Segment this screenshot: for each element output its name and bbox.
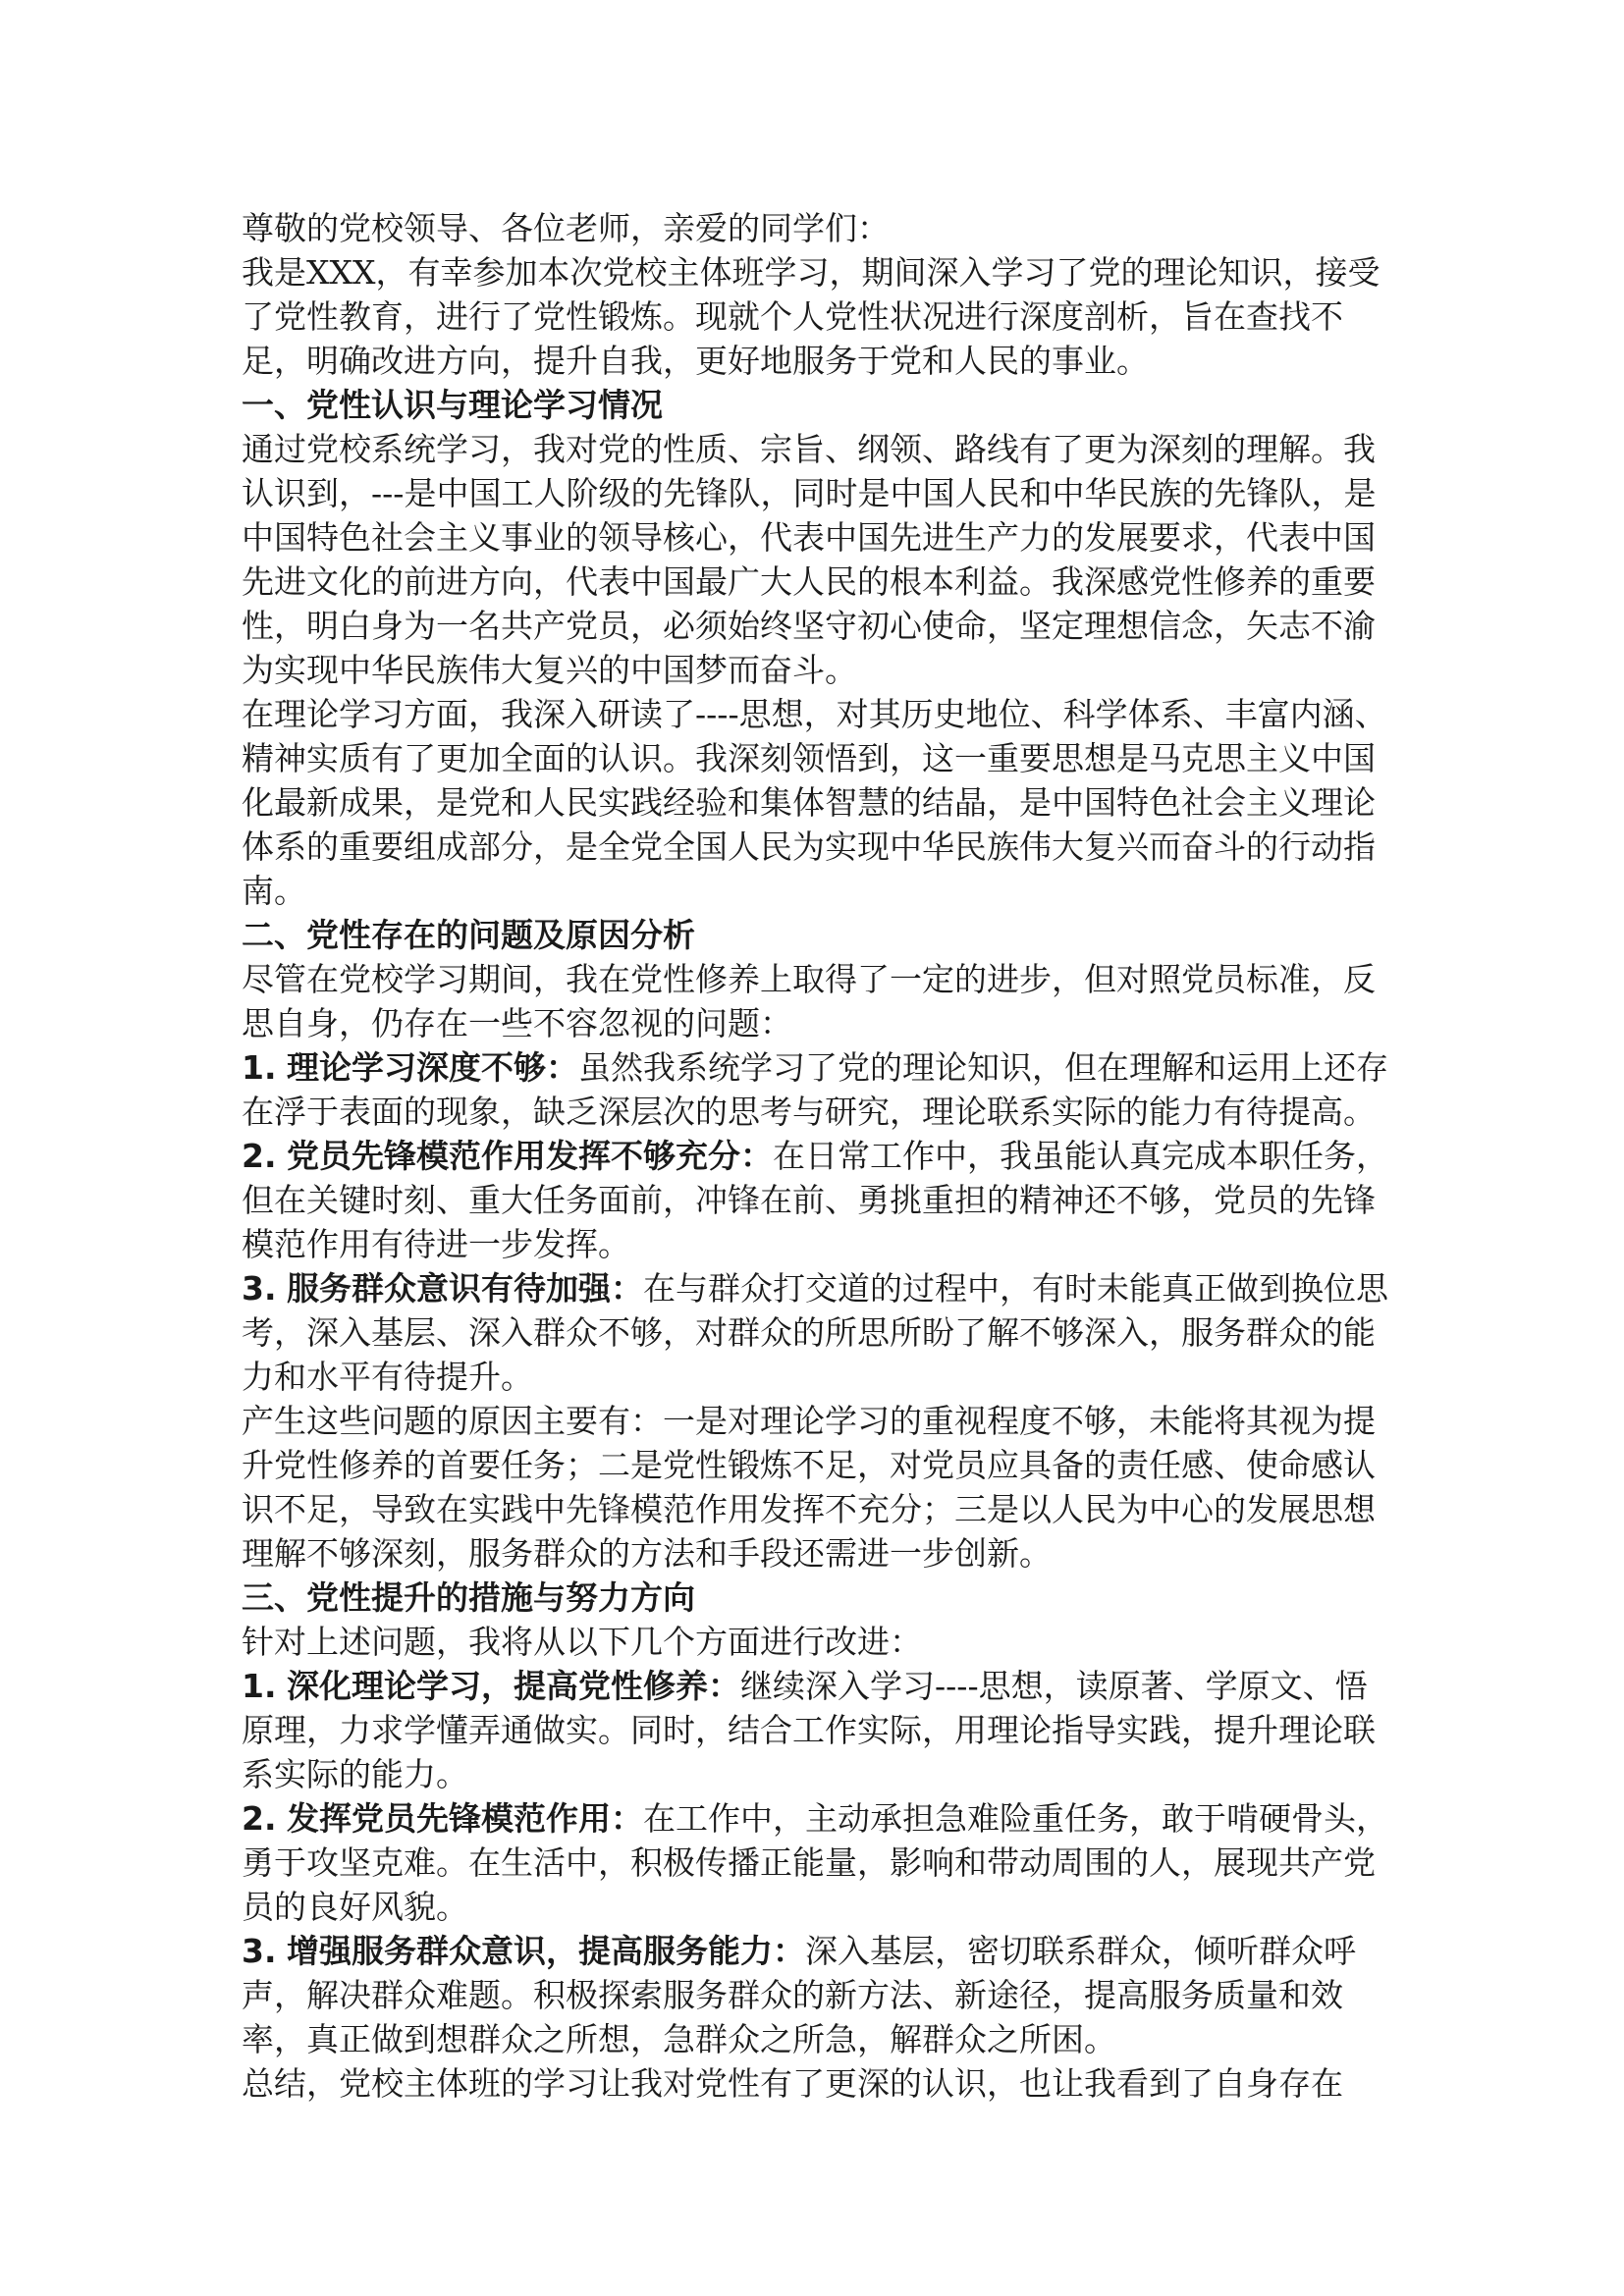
item-text: 虽然我系统学习了党的理论知识，但在理解和运用上还存在浮于表面的现象，缺乏深层次的思考与研究，理论联系实际的能力有待提高。	[242, 1048, 1388, 1131]
item-number: 1.	[242, 1667, 277, 1705]
item-title: 党员先锋模范作用发挥不够充分：	[287, 1137, 773, 1175]
item-title: 服务群众意识有待加强：	[287, 1269, 643, 1308]
item-text: 在工作中，主动承担急难险重任务，敢于啃硬骨头，勇于攻坚克难。在生活中，积极传播正能量，影响和带动周围的人，展现共产党员的良好风貌。	[242, 1799, 1388, 1926]
greeting: 尊敬的党校领导、各位老师，亲爱的同学们：	[242, 209, 890, 247]
item-number: 1.	[242, 1048, 277, 1087]
section-3-intro: 针对上述问题，我将从以下几个方面进行改进：	[242, 1623, 922, 1661]
measure-item-3	[242, 1929, 1390, 2061]
conclusion-paragraph: 总结，党校主体班的学习让我对党性有了更深的认识，也让我看到了自身存在	[242, 2064, 1343, 2103]
problem-item-3	[242, 1266, 1390, 1399]
item-title: 增强服务群众意识，提高服务能力：	[287, 1932, 805, 1970]
intro-paragraph: 我是XXX，有幸参加本次党校主体班学习，期间深入学习了党的理论知识，接受了党性教育，进行了党性锻炼。现就个人党性状况进行深度剖析，旨在查找不足，明确改进方向，提升自我，更好地服务于党和人民的事业。	[242, 253, 1380, 380]
section-1-paragraph-2: 在理论学习方面，我深入研读了----思想，对其历史地位、科学体系、丰富内涵、精神实质有了更加全面的认识。我深刻领悟到，这一重要思想是马克思主义中国化最新成果，是党和人民实践经验和集体智慧的结晶，是中国特色社会主义理论体系的重要组成部分，是全党全国人民为实现中华民族伟大复兴而奋斗的行动指南。	[242, 695, 1387, 910]
item-number: 2.	[242, 1799, 277, 1838]
measure-item-1	[242, 1664, 1390, 1796]
item-text: 在与群众打交道的过程中，有时未能真正做到换位思考，深入基层、深入群众不够，对群众的所思所盼了解不够深入，服务群众的能力和水平有待提升。	[242, 1269, 1388, 1396]
item-number: 3.	[242, 1269, 277, 1308]
item-text: 在日常工作中，我虽能认真完成本职任务，但在关键时刻、重大任务面前，冲锋在前、勇挑重担的精神还不够，党员的先锋模范作用有待进一步发挥。	[242, 1137, 1388, 1263]
item-title: 深化理论学习，提高党性修养：	[287, 1667, 740, 1705]
section-1-heading: 一、党性认识与理论学习情况	[242, 386, 663, 424]
measure-item-2	[242, 1796, 1390, 1929]
problem-item-1	[242, 1045, 1390, 1134]
problem-item-2	[242, 1134, 1390, 1266]
document-body	[242, 206, 1390, 2106]
section-2-intro: 尽管在党校学习期间，我在党性修养上取得了一定的进步，但对照党员标准，反思自身，仍存在一些不容忽视的问题：	[242, 960, 1376, 1042]
item-number: 2.	[242, 1137, 277, 1175]
item-title: 理论学习深度不够：	[287, 1048, 578, 1087]
item-number: 3.	[242, 1932, 277, 1970]
item-title: 发挥党员先锋模范作用：	[287, 1799, 643, 1838]
section-1-paragraph-1: 通过党校系统学习，我对党的性质、宗旨、纲领、路线有了更为深刻的理解。我认识到，---是中国工人阶级的先锋队，同时是中国人民和中华民族的先锋队，是中国特色社会主义事业的领导核心，代表中国先进生产力的发展要求，代表中国先进文化的前进方向，代表中国最广大人民的根本利益。我深感党性修养的重要性，明白身为一名共产党员，必须始终坚守初心使命，坚定理想信念，矢志不渝为实现中华民族伟大复兴的中国梦而奋斗。	[242, 430, 1377, 689]
item-text: 深入基层，密切联系群众，倾听群众呼声，解决群众难题。积极探索服务群众的新方法、新途径，提高服务质量和效率，真正做到想群众之所想，急群众之所急，解群众之所困。	[242, 1932, 1356, 2058]
cause-paragraph: 产生这些问题的原因主要有：一是对理论学习的重视程度不够，未能将其视为提升党性修养的首要任务；二是党性锻炼不足，对党员应具备的责任感、使命感认识不足，导致在实践中先锋模范作用发挥不充分；三是以人民为中心的发展思想理解不够深刻，服务群众的方法和手段还需进一步创新。	[242, 1402, 1376, 1573]
item-text: 继续深入学习----思想，读原著、学原文、悟原理，力求学懂弄通做实。同时，结合工作实际，用理论指导实践，提升理论联系实际的能力。	[242, 1667, 1376, 1793]
section-3-heading: 三、党性提升的措施与努力方向	[242, 1578, 695, 1617]
section-2-heading: 二、党性存在的问题及原因分析	[242, 916, 695, 954]
